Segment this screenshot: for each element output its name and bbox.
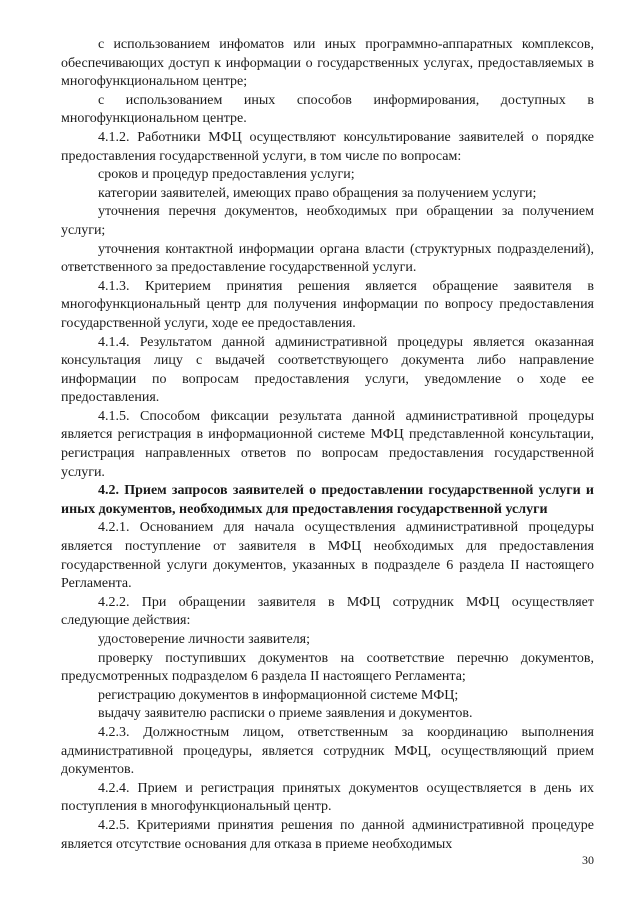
paragraph-4-2-3: 4.2.3. Должностным лицом, ответственным за координацию выполнения административной процедуры, является сотрудник МФЦ, осуществляющий прием документов.: [61, 724, 594, 778]
paragraph-4-2-2: 4.2.2. При обращении заявителя в МФЦ сотрудник МФЦ осуществляет следующие действия:: [61, 594, 594, 629]
paragraph-4-2-1: 4.2.1. Основанием для начала осуществления административной процедуры является поступление от заявителя в МФЦ необходимых для предоставления государственной услуги документов, указанных в подразделе 6 раздела II настоящего Регламента.: [61, 520, 594, 592]
paragraph-receipt-issuance: выдачу заявителю расписки о приеме заявления и документов.: [98, 706, 473, 722]
page-number: 30: [582, 853, 594, 867]
paragraph-contact-info: уточнения контактной информации органа власти (структурных подразделений), ответственного за предоставление государственной услуги.: [61, 241, 594, 276]
paragraph-identity-check: удостоверение личности заявителя;: [98, 632, 311, 647]
paragraph-4-1-5: 4.1.5. Способом фиксации результата данной административной процедуры является регистрация в информационной системе МФЦ представленной консультации, регистрация направленных ответов по вопросам предоставления государственной услуги.: [61, 408, 594, 480]
document-page: [61, 36, 594, 854]
paragraph-terms-procedures: сроков и процедур предоставления услуги;: [98, 167, 355, 183]
paragraph-4-2-4: 4.2.4. Прием и регистрация принятых документов осуществляется в день их поступления в многофункциональный центр.: [61, 780, 594, 815]
paragraph-other-info-methods: с использованием иных способов информирования, доступных в многофункциональном центре.: [61, 92, 594, 127]
paragraph-document-registration: регистрацию документов в информационной системе МФЦ;: [98, 687, 459, 703]
paragraph-4-1-4: 4.1.4. Результатом данной административной процедуры является оказанная консультация лицу с выдачей соответствующего документа либо направление информации по вопросам предоставления услуги, уведомление о ходе ее предоставления.: [61, 334, 594, 406]
paragraph-4-2-5: 4.2.5. Критериями принятия решения по данной административной процедуре является отсутствие основания для отказа в приеме необходимых: [61, 817, 594, 852]
paragraph-4-1-2: 4.1.2. Работники МФЦ осуществляют консультирование заявителей о порядке предоставления государственной услуги, в том числе по вопросам:: [61, 129, 594, 164]
paragraph-4-1-3: 4.1.3. Критерием принятия решения является обращение заявителя в многофункциональный центр для получения информации по вопросу предоставления государственной услуги, ходе ее предоставления.: [61, 278, 594, 331]
paragraph-document-check: проверку поступивших документов на соответствие перечню документов, предусмотренных подразделом 6 раздела II настоящего Регламента;: [61, 650, 594, 685]
paragraph-applicant-categories: категории заявителей, имеющих право обращения за получением услуги;: [98, 185, 537, 201]
paragraph-document-list: уточнения перечня документов, необходимых при обращении за получением услуги;: [61, 204, 594, 238]
section-heading-4-2: 4.2. Прием запросов заявителей о предоставлении государственной услуги и иных документов, необходимых для предоставления государственной услуги: [61, 483, 594, 517]
paragraph-info-kiosks: с использованием инфоматов или иных программно-аппаратных комплексов, обеспечивающих доступ к информации о государственных услугах, предоставляемых в многофункциональном центре;: [61, 37, 594, 90]
